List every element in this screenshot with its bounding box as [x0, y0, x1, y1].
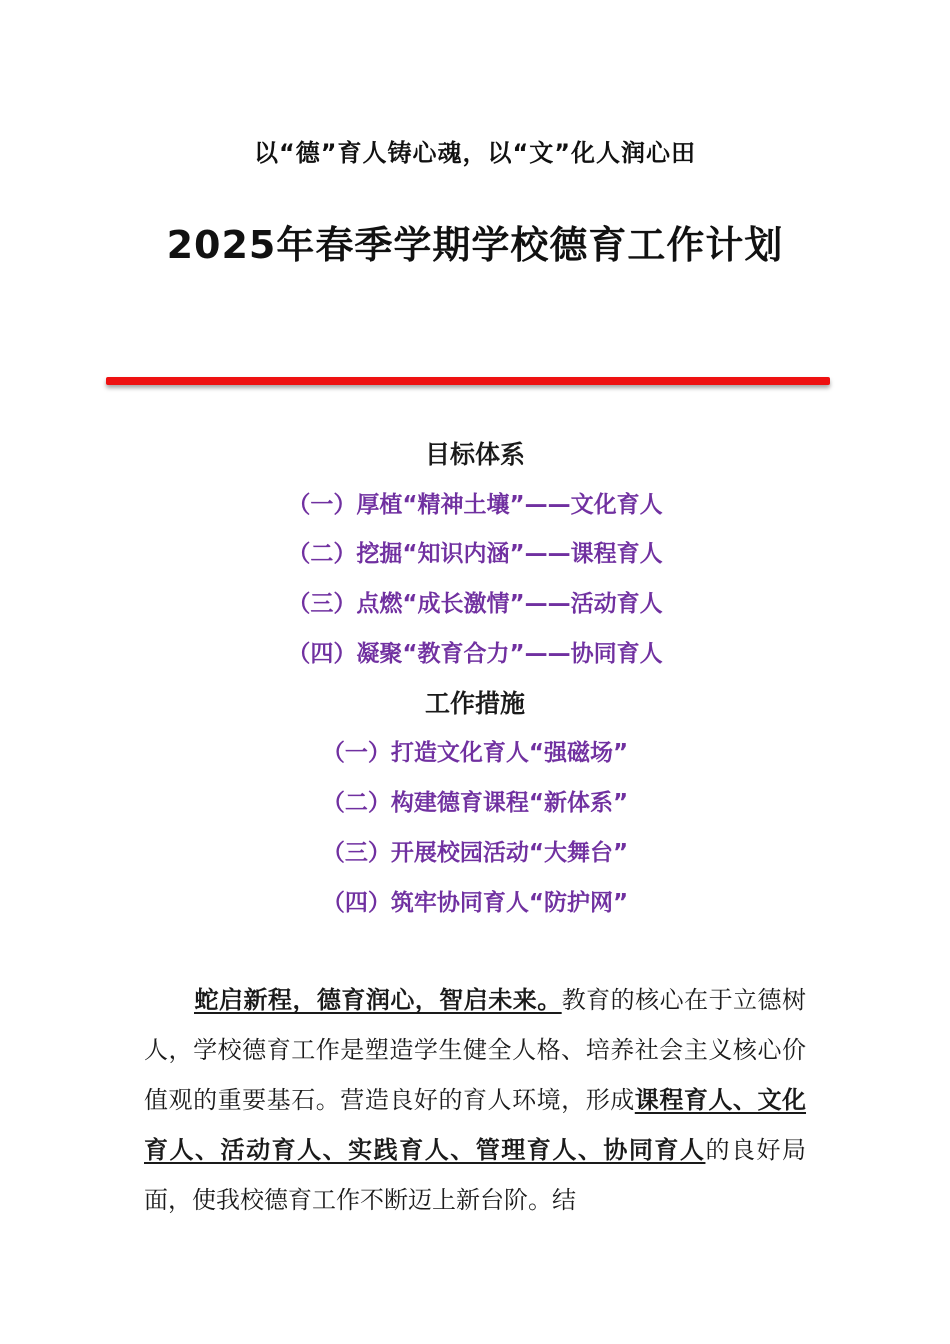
measure-item-1: （一）打造文化育人“强磁场” [321, 740, 629, 766]
intro-paragraph [144, 975, 806, 1225]
document-title: 2025年春季学期学校德育工作计划 [166, 223, 784, 267]
goal-item-1: （一）厚植“精神土壤”——文化育人 [287, 492, 663, 518]
goal-item-4: （四）凝聚“教育合力”——协同育人 [287, 641, 663, 667]
goal-item-2: （二）挖掘“知识内涵”——课程育人 [287, 541, 663, 567]
goal-item-3: （三）点燃“成长激情”——活动育人 [287, 591, 663, 617]
measure-item-3: （三）开展校园活动“大舞台” [321, 840, 629, 866]
measures-heading: 工作措施 [424, 689, 525, 718]
goals-heading: 目标体系 [424, 440, 525, 469]
document-subtitle: 以“德”育人铸心魂，以“文”化人润心田 [253, 139, 697, 167]
intro-lead: 蛇启新程，德育润心，智启未来。 [194, 986, 562, 1014]
intro-text-2: 的良好局面，使我校德育工作不断迈上新台阶。结 [144, 1136, 807, 1214]
measure-item-2: （二）构建德育课程“新体系” [321, 790, 629, 816]
intro-emphasis: 课程育人、文化育人、活动育人、实践育人、管理育人、协同育人 [144, 1086, 807, 1164]
red-divider [106, 377, 830, 385]
intro-text-1: 教育的核心在于立德树人，学校德育工作是塑造学生健全人格、培养社会主义核心价值观的重要基石。营造良好的育人环境，形成 [144, 986, 807, 1114]
measure-item-4: （四）筑牢协同育人“防护网” [321, 890, 629, 916]
